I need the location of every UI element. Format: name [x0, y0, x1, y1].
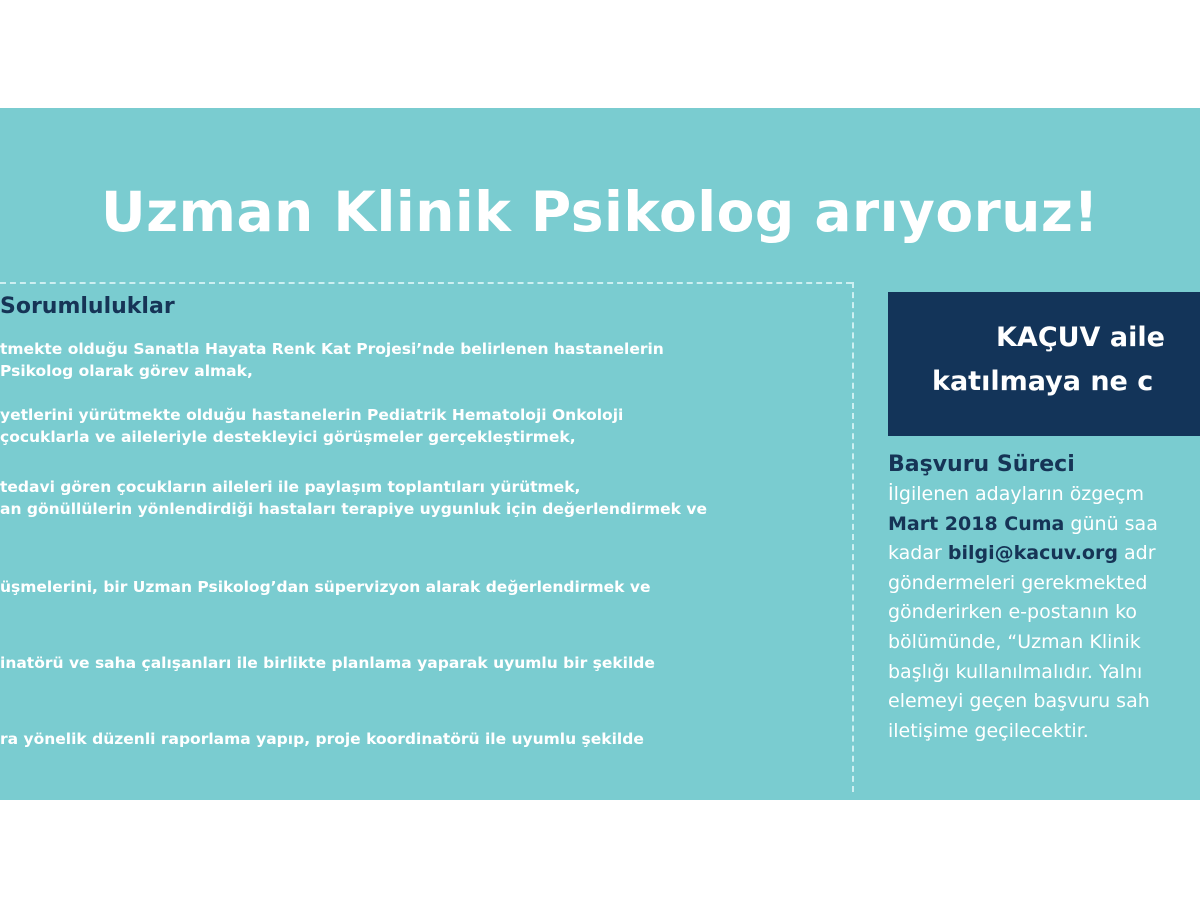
application-line: iletişime geçilecektir.: [888, 719, 1089, 742]
application-line: [888, 510, 1200, 540]
responsibility-line: inatörü ve saha çalışanları ile birlikte planlama yaparak uyumlu bir şekilde: [0, 654, 655, 672]
responsibility-item: [0, 728, 644, 750]
responsibilities-heading: Sorumluluklar: [0, 294, 175, 319]
page-title: Uzman Klinik Psikolog arıyoruz!: [100, 179, 1100, 244]
responsibility-line: yetlerini yürütmekte olduğu hastanelerin Pediatrik Hematoloji Onkoloji: [0, 406, 624, 424]
application-line-text: adr: [1117, 542, 1156, 565]
responsibility-line: tmekte olduğu Sanatla Hayata Renk Kat Projesi’nde belirlenen hastanelerin: [0, 340, 664, 358]
application-line: İlgilenen adayların özgeçm: [888, 483, 1144, 505]
responsibility-item: [0, 576, 650, 598]
cta-line-1: KAÇUV aile: [996, 322, 1165, 353]
application-heading: Başvuru Süreci: [888, 452, 1075, 477]
application-line: başlığı kullanılmalıdır. Yalnı: [888, 660, 1143, 683]
responsibility-line: üşmelerini, bir Uzman Psikolog’dan süpervizyon alarak değerlendirmek ve: [0, 578, 651, 596]
vertical-dashed-divider: [852, 282, 854, 792]
responsibility-line: Psikolog olarak görev almak,: [0, 362, 253, 380]
application-line: [888, 539, 1200, 569]
responsibility-line: tedavi gören çocukların aileleri ile paylaşım toplantıları yürütmek,: [0, 478, 581, 496]
responsibility-item: [0, 476, 707, 520]
horizontal-dashed-divider: [0, 282, 852, 284]
application-line: elemeyi geçen başvuru sah: [888, 690, 1150, 713]
application-line-text: kadar: [888, 542, 948, 565]
application-section: [888, 450, 1200, 746]
responsibility-item: [0, 652, 655, 674]
application-line: gönderirken e-postanın ko: [888, 601, 1138, 624]
application-deadline: Mart 2018 Cuma: [888, 512, 1065, 535]
cta-line-2: katılmaya ne c: [932, 366, 1154, 397]
responsibility-line: an gönüllülerin yönlendirdiği hastaları terapiye uygunluk için değerlendirmek ve: [0, 500, 708, 518]
application-line: göndermeleri gerekmekted: [888, 571, 1148, 594]
responsibility-line: ra yönelik düzenli raporlama yapıp, proje koordinatörü ile uyumlu şekilde: [0, 730, 644, 748]
responsibility-line: çocuklarla ve aileleriyle destekleyici görüşmeler gerçekleştirmek,: [0, 428, 576, 446]
responsibilities-section: [0, 290, 848, 790]
application-line: bölümünde, “Uzman Klinik: [888, 630, 1141, 653]
application-line-text: günü saa: [1064, 512, 1158, 535]
call-to-action-box: [888, 292, 1200, 436]
responsibility-item: [0, 338, 664, 382]
responsibility-item: [0, 404, 623, 448]
application-email-link[interactable]: bilgi@kacuv.org: [947, 542, 1118, 565]
